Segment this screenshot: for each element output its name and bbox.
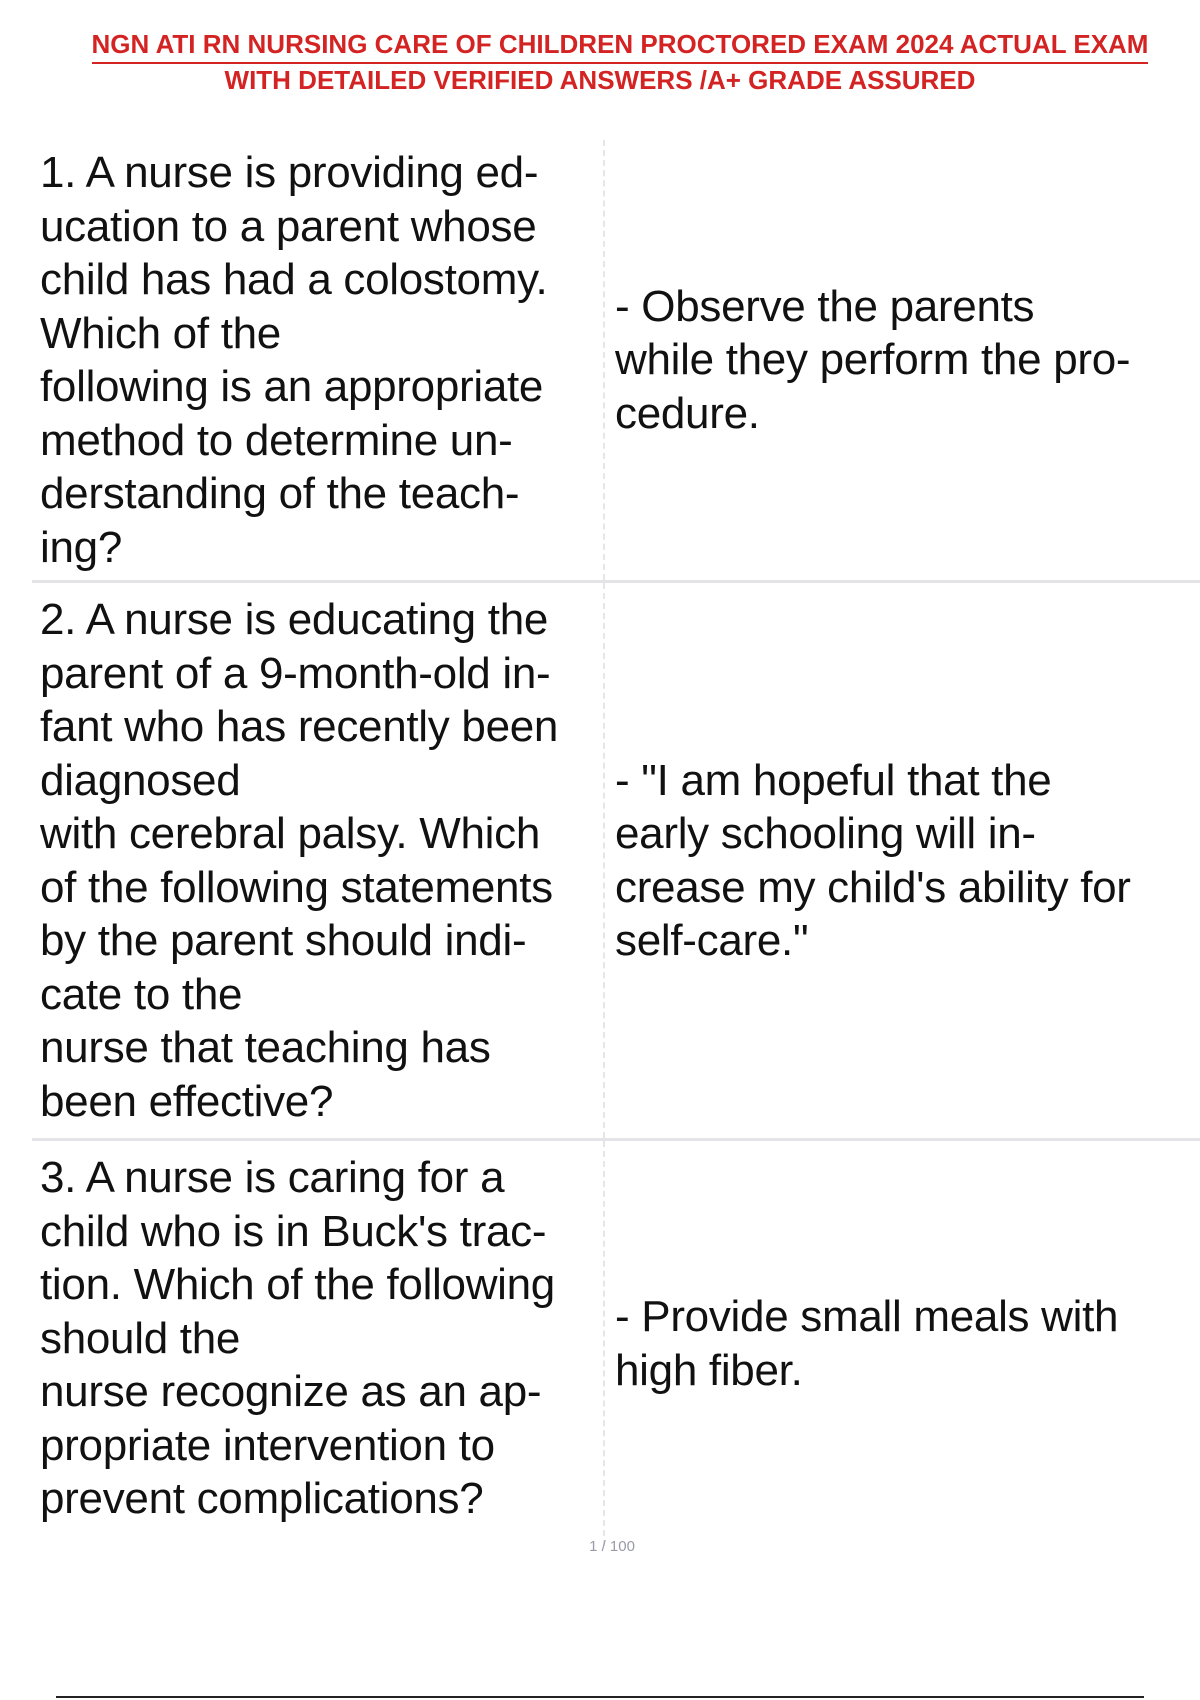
answer-2-text: - "I am hopeful that the early schooling will in- crease my child's ability for self-care." bbox=[615, 755, 1131, 965]
question-answer-table bbox=[32, 140, 1200, 1546]
table-row bbox=[32, 140, 1200, 583]
question-3-text: 3. A nurse is caring for a child who is in Buck's trac- tion. Which of the following should the nurse recognize as an ap- propriate intervention to prevent complications? bbox=[32, 1141, 605, 1546]
document-title-line-1: NGN ATI RN NURSING CARE OF CHILDREN PROCTORED EXAM 2024 ACTUAL EXAM bbox=[92, 28, 1149, 64]
table-row bbox=[32, 1141, 1200, 1546]
table-row bbox=[32, 583, 1200, 1141]
question-1-text: 1. A nurse is providing ed- ucation to a parent whose child has had a colostomy. Which of the following is an appropriate method to determine un- derstanding of the teach- ing? bbox=[32, 140, 605, 580]
document-header bbox=[0, 28, 1200, 97]
answer-3-text: - Provide small meals with high fiber. bbox=[615, 1292, 1119, 1395]
document-title-line-2: WITH DETAILED VERIFIED ANSWERS /A+ GRADE ASSURED bbox=[224, 65, 976, 95]
page-number: 1 / 100 bbox=[589, 1538, 635, 1555]
answer-1-text: - Observe the parents while they perform the pro- cedure. bbox=[615, 281, 1131, 438]
question-2-text: 2. A nurse is educating the parent of a 9-month-old in- fant who has recently been diagnosed with cerebral palsy. Which of the following statements by the parent should indi- cate to the nurse that teaching has been effective? bbox=[32, 583, 605, 1138]
bottom-divider bbox=[56, 1696, 1144, 1698]
